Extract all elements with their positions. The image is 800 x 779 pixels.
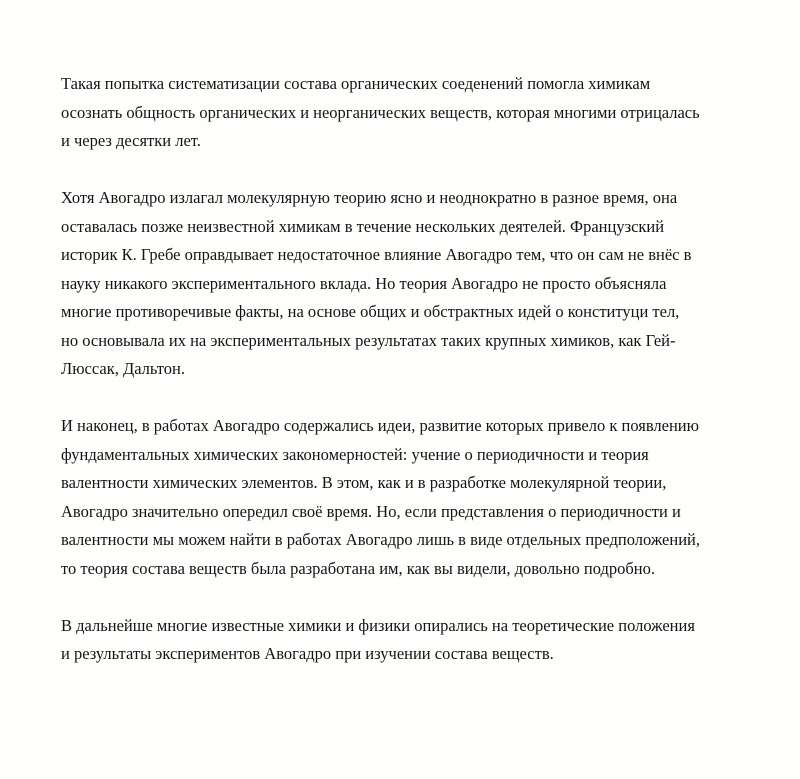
paragraph-systematization [61, 70, 781, 156]
text-line: валентности химических элементов. В этом, как и в разработке молекулярной теории, [61, 473, 667, 492]
document-body [61, 70, 781, 697]
text-line: то теория состава веществ была разработана им, как вы видели, довольно подробно. [61, 558, 656, 578]
text-line: валентности мы можем найти в работах Авогадро лишь в виде отдельных предположений, [61, 530, 700, 549]
text-line: науку никакого экспериментального вклада. Но теория Авогадро не просто объясняла [61, 273, 667, 293]
text-line: но основывала их на экспериментальных результатах таких крупных химиков, как Гей- [61, 330, 676, 350]
text-line: осознать общность органических и неорганических веществ, которая многими отрицалась [61, 102, 700, 122]
text-line: В дальнейше многие известные химики и физики опирались на теоретические положения [61, 615, 695, 635]
text-line: и результаты экспериментов Авогадро при изучении состава веществ. [61, 644, 554, 663]
text-line: оставалась позже неизвестной химикам в течение нескольких деятелей. Французский [61, 216, 665, 236]
paragraph-molecular-theory [61, 184, 781, 384]
text-line: Авогадро значительно опередил своё время. Но, если представления о периодичности и [61, 501, 681, 521]
text-line: Люссак, Дальтон. [61, 359, 186, 378]
text-line: фундаментальных химических закономерностей: учение о периодичности и теория [61, 444, 649, 464]
text-line: Хотя Авогадро излагал молекулярную теорию ясно и неоднократно в разное время, она [61, 188, 678, 207]
paragraph-ideas [61, 412, 781, 583]
text-line: Такая попытка систематизации состава органических соеденений помогла химикам [61, 74, 651, 93]
text-line: И наконец, в работах Авогадро содержались идеи, развитие которых привело к появлению [61, 416, 699, 435]
paragraph-later-chemists [61, 612, 781, 669]
text-line: многие противоречивые факты, на основе общих и обстрактных идей о конституци тел, [61, 302, 680, 321]
text-line: и через десятки лет. [61, 131, 201, 150]
text-line: историк К. Гребе оправдывает недостаточное влияние Авогадро тем, что он сам не внёс в [61, 245, 692, 264]
